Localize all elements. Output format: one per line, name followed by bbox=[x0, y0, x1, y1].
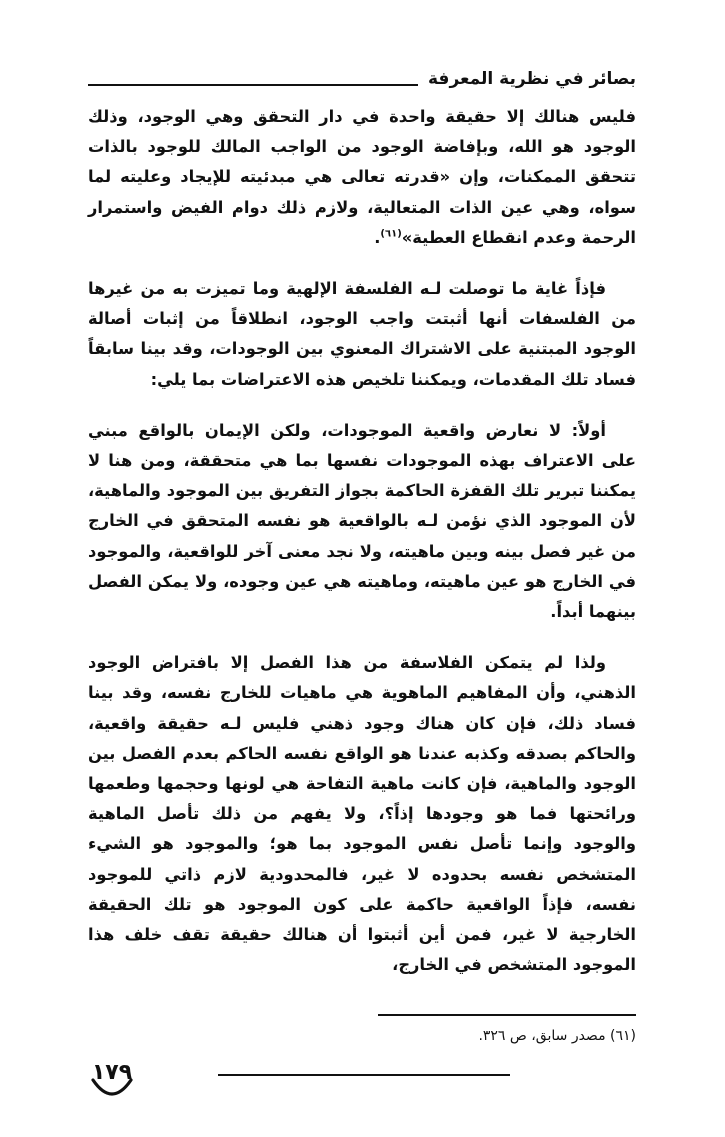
page-number bbox=[86, 1060, 138, 1104]
paragraph bbox=[88, 102, 636, 253]
paragraph: فإذاً غاية ما توصلت لـه الفلسفة الإلهية وما تميزت به من غيرها من الفلسفات أنها أثبتت واجب الوجود، انطلاقاً من إثبات أصالة الوجود المبتنية على الاشتراك المعنوي بين الوجودات، وقد بينا سابقاً فساد تلك المقدمات، ويمكننا تلخيص هذه الاعتراضات بما يلي: bbox=[88, 279, 636, 389]
paragraph-text: فليس هنالك إلا حقيقة واحدة في دار التحقق وهي الوجود، وذلك الوجود هو الله، وبإفاضة الوجود من الواجب المالك للوجود بالذات تتحقق الممكنات، وإن «قدرته تعالى هي مبدئيته للإيجاد وعليته لما سواه، وهي عين الذات المتعالية، ولازم ذلك دوام الفيض واستمرار الرحمة وعدم انقطاع العطية» bbox=[88, 107, 636, 247]
bottom-rule bbox=[218, 1074, 510, 1076]
page-number-text: ١٧٩ bbox=[91, 1060, 133, 1085]
body-text bbox=[88, 102, 636, 980]
running-title: بصائر في نظرية المعرفة bbox=[428, 69, 636, 89]
header-rule bbox=[88, 84, 418, 86]
running-header bbox=[88, 62, 636, 90]
paragraph: أولاً: لا نعارض واقعية الموجودات، ولكن الإيمان بالواقع مبني على الاعتراف بهذه الموجودات نفسها بما هي متحققة، ومن هنا لا يمكننا تبرير تلك القفزة الحاكمة بجواز التفريق بين الموجود والماهية، لأن الموجود الذي نؤمن لـه بالواقعية هو نفسه المتحقق في الخارج من غير فصل بينه وبين ماهيته، ولا نجد معنى آخر للواقعية، والموجود في الخارج هو عين ماهيته، وماهيته هي عين وجوده، ولا يمكن الفصل بينهما أبداً. bbox=[88, 420, 636, 622]
footnote-reference: (٦١) bbox=[380, 228, 402, 240]
page-number-ornament bbox=[90, 1074, 134, 1104]
paragraph: ولذا لم يتمكن الفلاسفة من هذا الفصل إلا بافتراض الوجود الذهني، وأن المفاهيم الماهوية هي ماهيات للخارج نفسه، وقد بينا فساد ذلك، فإن كان هناك وجود ذهني فليس لـه حقيقة واقعية، والحاكم بصدقه وكذبه عندنا هو الواقع نفسه الحاكم بعدم الفصل بين الوجود والماهية، فإن كانت ماهية التفاحة هي لونها وحجمها وطعمها ورائحتها فما هو وجودها إذاً؟، ولا يفهم من ذلك تأصل الماهية والوجود وإنما تأصل نفس الموجود بما هو؛ والموجود هو الشيء المتشخص نفسه بحدوده لا غير، فالمحدودية لازم ذاتي للموجود نفسه، فإذاً الواقعية حاكمة على كون الموجود هو تلك الحقيقة الخارجية لا غير، فمن أين أثبتوا أن هنالك حقيقة تقف خلف هذا الموجود المتشخص في الخارج، bbox=[88, 653, 636, 975]
paragraph-tail: . bbox=[374, 227, 381, 247]
footnote: (٦١) مصدر سابق، ص ٣٢٦. bbox=[478, 1028, 636, 1044]
footnote-rule bbox=[378, 1014, 636, 1016]
